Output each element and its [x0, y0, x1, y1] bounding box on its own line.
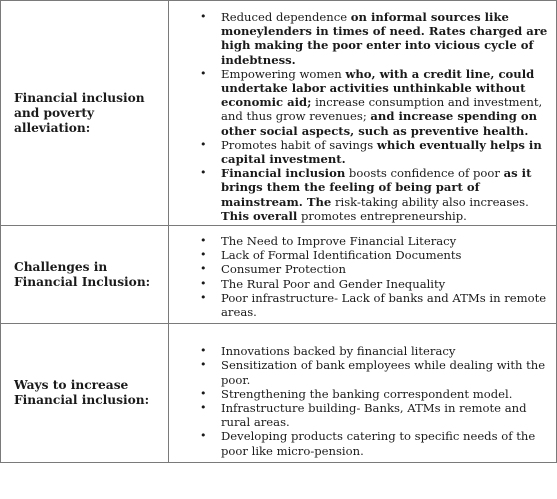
row-heading: Financial inclusion and poverty alleviation:: [1, 1, 169, 226]
list-item: [221, 277, 550, 291]
text: Empowering women: [221, 66, 346, 81]
row-heading: Challenges in Financial Inclusion:: [1, 226, 169, 324]
list-item: [221, 344, 550, 358]
bullet-list: [169, 10, 550, 223]
table-row: [1, 226, 557, 324]
list-item: [221, 10, 550, 67]
text: Sensitization of bank employees while dealing with the poor.: [221, 358, 546, 387]
text: increase consumption and investment, and thus grow revenues;: [221, 95, 543, 124]
text: risk-taking ability also increases.: [331, 194, 529, 209]
list-item: [221, 291, 550, 319]
text: Strengthening the banking correspondent model.: [221, 386, 513, 401]
list-item: [221, 262, 550, 276]
text: Infrastructure building- Banks, ATMs in remote and rural areas.: [221, 401, 527, 430]
bold-text: Financial inclusion: [221, 166, 346, 181]
text: Reduced dependence: [221, 10, 351, 24]
bold-text: This overall: [221, 208, 298, 223]
table-row: [1, 324, 557, 463]
list-item: [221, 248, 550, 262]
bold-text: and increase spending on other social aspects, such as preventive health.: [221, 109, 538, 138]
bold-text: which eventually helps in capital investment.: [221, 137, 542, 167]
text: promotes entrepreneurship.: [297, 208, 467, 223]
text: Consumer Protection: [221, 262, 346, 277]
bullet-list: [169, 344, 550, 458]
text: Lack of Formal Identification Documents: [221, 248, 462, 263]
row-content: [169, 226, 557, 324]
row-content: [169, 1, 557, 226]
list-item: [221, 358, 550, 386]
text: boosts confidence of poor: [345, 166, 504, 181]
list-item: [221, 429, 550, 457]
bold-text: on informal sources like moneylenders in times of need. Rates charged are high making the poor enter into vicious cycle of indebtness.: [221, 10, 548, 67]
list-item: [221, 67, 550, 138]
list-item: [221, 138, 550, 166]
list-item: [221, 401, 550, 429]
text: The Rural Poor and Gender Inequality: [221, 276, 446, 291]
row-content: [169, 324, 557, 463]
list-item: [221, 387, 550, 401]
list-item: [221, 234, 550, 248]
table-row: [1, 1, 557, 226]
text: Promotes habit of savings: [221, 137, 377, 152]
bold-text: who, with a credit line, could undertake labor activities unthinkable without economic aid;: [221, 66, 535, 110]
text: Poor infrastructure- Lack of banks and ATMs in remote areas.: [221, 290, 547, 320]
bold-text: as it brings them the feeling of being part of mainstream. The: [221, 166, 532, 209]
text: Developing products catering to specific needs of the poor like micro-pension.: [221, 429, 536, 458]
row-heading: Ways to increase Financial inclusion:: [1, 324, 169, 463]
bullet-list: [169, 234, 550, 319]
text: Innovations backed by financial literacy: [221, 344, 456, 359]
list-item: [221, 166, 550, 223]
text: The Need to Improve Financial Literacy: [221, 234, 457, 249]
